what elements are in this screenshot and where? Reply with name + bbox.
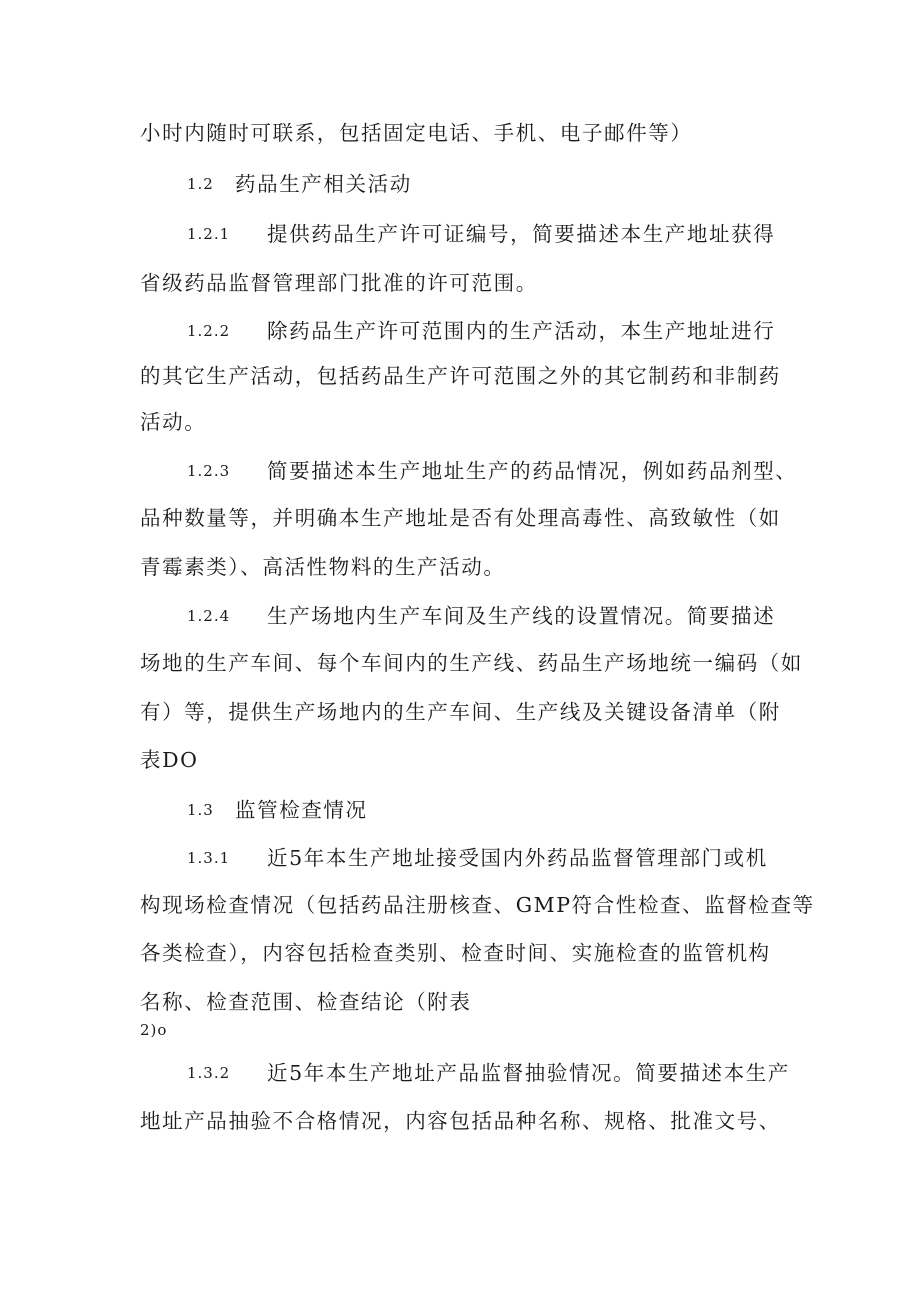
text-line: 品种数量等，并明确本生产地址是否有处理高毒性、高致敏性（如 xyxy=(140,506,781,530)
text-line: 2)o xyxy=(140,1021,168,1039)
section-number: 1.3.1 xyxy=(187,849,231,867)
text-line: 场地的生产车间、每个车间内的生产线、药品生产场地统一编码（如 xyxy=(140,651,803,675)
text-line: 有）等，提供生产场地内的生产车间、生产线及关键设备清单（附 xyxy=(140,700,781,724)
text-line: 活动。 xyxy=(140,410,207,434)
section-number: 1.2.1 xyxy=(187,225,231,243)
section-number: 1.3.2 xyxy=(187,1064,231,1082)
section-number: 1.2.2 xyxy=(187,322,231,340)
text-line: 青霉素类）、高活性物料的生产活动。 xyxy=(140,555,506,579)
paragraph-start: 1.2.4 生产场地内生产车间及生产线的设置情况。简要描述 xyxy=(187,604,776,628)
text-line: 的其它生产活动，包括药品生产许可范围之外的其它制药和非制药 xyxy=(140,364,781,388)
paragraph-start: 1.3.2 近5年本生产地址产品监督抽验情况。简要描述本生产 xyxy=(187,1061,790,1085)
paragraph-start: 1.3.1 近5年本生产地址接受国内外药品监督管理部门或机 xyxy=(187,846,768,870)
section-number: 1.3 xyxy=(187,801,214,819)
section-number: 1.2.4 xyxy=(187,607,231,625)
text-line: 小时内随时可联系，包括固定电话、手机、电子邮件等） xyxy=(140,121,693,145)
paragraph-start: 1.2.3 简要描述本生产地址生产的药品情况，例如药品剂型、 xyxy=(187,459,798,483)
text-line: 地址产品抽验不合格情况，内容包括品种名称、规格、批准文号、 xyxy=(140,1109,781,1133)
text-line: 表DO xyxy=(140,748,199,772)
text-line: 各类检查），内容包括检查类别、检查时间、实施检查的监管机构 xyxy=(140,941,771,965)
text-line: 名称、检查范围、检查结论（附表 xyxy=(140,990,472,1014)
section-number: 1.2 xyxy=(187,175,214,193)
paragraph-start: 1.2.1 提供药品生产许可证编号，简要描述本生产地址获得 xyxy=(187,222,776,246)
text-line: 省级药品监督管理部门批准的许可范围。 xyxy=(140,271,538,295)
text-line: 构现场检查情况（包括药品注册核查、GMP符合性检查、监督检查等 xyxy=(140,893,815,917)
section-number: 1.2.3 xyxy=(187,462,231,480)
paragraph-start: 1.2.2 除药品生产许可范围内的生产活动，本生产地址进行 xyxy=(187,319,776,343)
section-heading: 1.3 监管检查情况 xyxy=(187,798,368,822)
section-heading: 1.2 药品生产相关活动 xyxy=(187,172,412,196)
